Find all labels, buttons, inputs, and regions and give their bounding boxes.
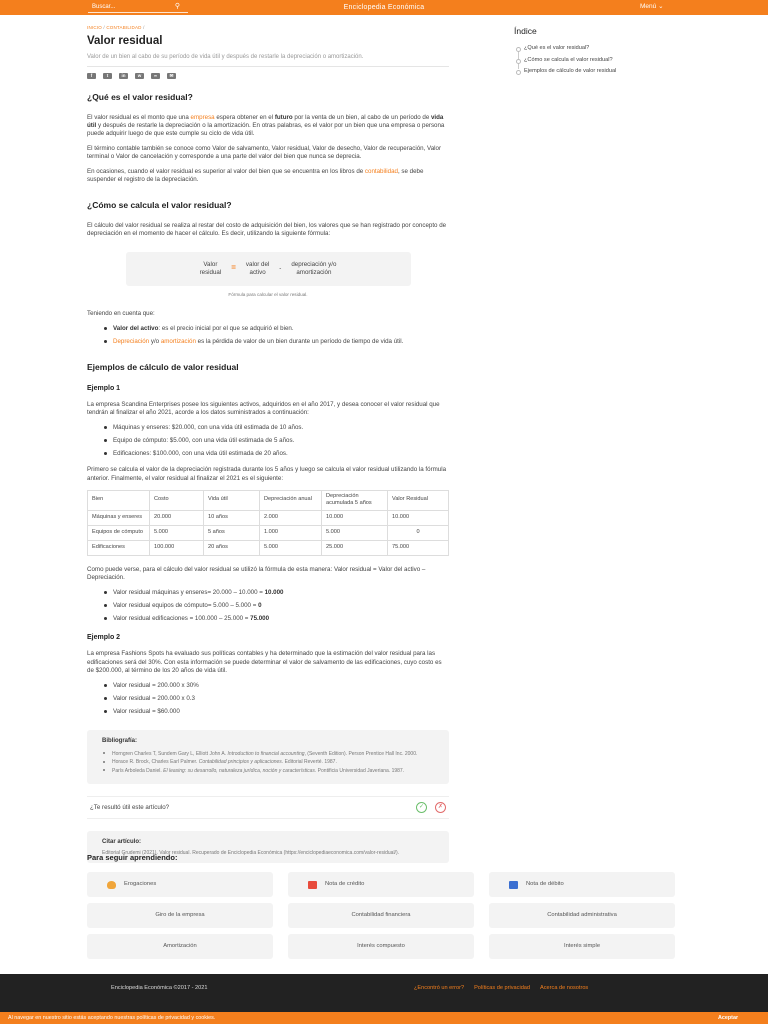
related-card-label: Contabilidad administrativa [547,911,617,918]
cookie-banner [0,1012,768,1024]
paragraph: El término contable también se conoce como Valor de salvamento, Valor residual, Valor de desecho, Valor de recuperación, Valor terminal o Valor de cancelación y corresponde a una parte del valor del bien que nunca se deprecia. [87,145,442,161]
list-item: Valor residual edificaciones = 100.000 – 25.000 = 75.000 [113,615,449,623]
table-of-contents [514,26,684,78]
column-header: Vida útil [204,490,260,510]
search-input[interactable] [88,2,188,13]
cite-text: Editorial Grudemi (2021). Valor residual. Recuperado de Enciclopedia Económica (https://enciclopediaeconomica.com/valor-residual/). [102,849,399,856]
paragraph: La empresa Fashions Spots ha evaluado sus políticas contables y ha determinado que la estimación del valor residual para las edificaciones será del 30%. Con esta información se puede determinar el valor de salvamento de las edificaciones, cuyo costo es de $200.000, al término de los 20 años de vida útil. [87,650,442,674]
feedback-buttons [416,802,446,813]
table-cell: 2.000 [260,510,322,525]
table-cell: 5.000 [150,525,204,540]
related-card[interactable] [288,934,474,959]
table-cell: 1.000 [260,525,322,540]
site-brand[interactable]: Enciclopedia Económica [343,4,425,11]
formula-equals: = [231,263,236,273]
related-card[interactable] [489,903,675,928]
thumbs-down-icon[interactable]: ✗ [435,802,446,813]
money-bag-icon [107,881,116,889]
table-cell: 5 años [204,525,260,540]
formula-caption: Fórmula para calcular el valor residual. [228,291,308,297]
breadcrumb: INICIO / CONTABILIDAD / [87,25,145,30]
example-1-heading: Ejemplo 1 [87,384,121,392]
linkedin-icon[interactable]: in [119,73,128,79]
table-row [88,540,449,555]
card-icon [509,881,518,889]
cite-heading: Citar artículo: [102,839,142,846]
breadcrumb-home[interactable]: INICIO [87,25,102,30]
example-2-heading: Ejemplo 2 [87,634,121,641]
footer-links [414,985,588,993]
related-card-label: Amortización [163,942,197,949]
toc-item[interactable]: Ejemplos de cálculo de valor residual [514,66,684,78]
link-amortizacion[interactable]: amortización [160,338,196,346]
column-header: Costo [150,490,204,510]
chevron-down-icon: ⌄ [658,3,664,10]
thumbs-up-icon[interactable]: ✓ [416,802,427,813]
toc-heading: Índice [514,26,537,36]
top-bar [0,0,768,15]
formula-depreciation: depreciación y/o amortización [291,261,337,276]
list-item: Máquinas y enseres: $20.000, con una vida útil estimada de 10 años. [113,424,449,432]
feedback-bar [87,796,449,819]
table-cell: 10.000 [388,510,449,525]
list-item: Valor residual equipos de cómputo= 5.000 – 5.000 = 0 [113,602,449,610]
related-card[interactable] [87,903,273,928]
link-icon[interactable]: ∞ [151,73,160,79]
list-item: Valor residual = $60.000 [113,708,449,716]
column-header: Depreciación anual [260,490,322,510]
divider [87,66,449,67]
table-cell: 10.000 [322,510,388,525]
related-card[interactable] [288,872,474,897]
article [87,25,449,863]
table-cell: 25.000 [322,540,388,555]
table-cell: 0 [388,525,449,540]
related-card-label: Contabilidad financiera [351,911,411,918]
table-header-row [88,490,449,510]
formula-box [126,252,411,286]
footer-link-error[interactable]: ¿Encontró un error? [414,985,465,991]
cookie-text: Al navegar en nuestro sitio estás aceptando nuestras políticas de privacidad y cookies. [8,1015,216,1021]
related-card[interactable] [489,934,675,959]
paragraph: En ocasiones, cuando el valor residual es superior al valor del bien que se encuentra en los libros de contabilidad, se debe suspender el registro de la depreciación. [87,168,424,184]
search-placeholder: Buscar... [92,4,116,10]
related-card-label: Giro de la empresa [155,911,205,918]
paragraph: Primero se calcula el valor de la depreciación registrada durante los 5 años y luego se calcula el valor residual utilizando la fórmula anterior. Finalmente, el valor residual al finalizar el 2021 es el siguiente: [87,466,447,482]
page-title: Valor residual [87,35,163,48]
list-item: Depreciación y/o amortización es la pérdida de valor de un bien durante un período de tiempo de vida útil. [113,338,449,346]
menu-button[interactable] [640,3,664,12]
footer-copyright: Enciclopedia Económica ©2017 - 2021 [111,985,208,991]
toc-item[interactable]: ¿Cómo se calcula el valor residual? [514,55,684,67]
toc-item[interactable]: ¿Qué es el valor residual? [514,43,684,55]
section-heading-what: ¿Qué es el valor residual? [87,92,193,103]
table-row [88,525,449,540]
menu-label: Menú [640,3,657,10]
table-cell: Edificaciones [88,540,150,555]
list-item: Valor residual = 200.000 x 30% [113,682,449,690]
table-cell: Equipos de cómputo [88,525,150,540]
table-cell: 10 años [204,510,260,525]
residual-value-table [87,490,449,556]
list-item: Edificaciones: $100.000, con una vida útil estimada de 20 años. [113,450,449,458]
accept-button[interactable]: Aceptar [718,1015,739,1021]
bibliography-heading: Bibliografía: [102,737,138,744]
calculation-list [113,682,449,716]
table-cell: 75.000 [388,540,449,555]
asset-list [113,424,449,458]
list-item: Valor residual = 200.000 x 0.3 [113,695,449,703]
related-card-label: Interés compuesto [357,942,405,949]
list-item: Valor residual máquinas y enseres= 20.000 – 10.000 = 10.000 [113,589,449,597]
table-cell: 5.000 [322,525,388,540]
related-card-label: Nota de crédito [325,880,365,887]
column-header: Depreciación acumulada 5 años [322,490,388,510]
paragraph: El valor residual es el monto que una empresa espera obtener en el futuro por la venta de un bien, al cabo de un período de vida útil y después de restarle la depreciación o la amortización. En otras palabras, es el valor por un bien que una empresa o persona puede adquirir luego de que este cumple su ciclo de vida útil. [87,113,445,137]
table-cell: 100.000 [150,540,204,555]
column-header: Bien [88,490,150,510]
related-card[interactable] [87,934,273,959]
formula-lhs: Valor residual [199,261,222,276]
twitter-icon[interactable]: t [103,73,112,79]
paragraph: El cálculo del valor residual se realiza al restar del costo de adquisición del bien, los valores que se han registrado por concepto de depreciación en el momento de hacer el cálculo. Es decir, utilizando la siguiente fórmula: [87,221,447,237]
related-card-label: Interés simple [563,942,601,949]
list-item: Equipo de cómputo: $5.000, con una vida útil estimada de 5 años. [113,437,449,445]
related-card[interactable] [288,903,474,928]
column-header: Valor Residual [388,490,449,510]
share-bar [87,73,449,79]
list-item: Horngren Charles T, Sundem Gary L, Elliott John A. Introduction to financial accounting, (Seventh Edition). Person Prentice Hall Inc. 2000. [112,751,437,758]
table-row [88,510,449,525]
paragraph: Teniendo en cuenta que: [87,310,155,318]
card-icon [308,881,317,889]
link-contabilidad[interactable]: contabilidad [364,168,398,176]
table-cell: 20 años [204,540,260,555]
search-icon[interactable]: ⚲ [174,3,180,10]
link-depreciacion[interactable]: Depreciación [113,338,150,346]
feedback-question: ¿Te resultó útil este artículo? [90,803,170,811]
paragraph: La empresa Scandina Enterprises posee los siguientes activos, adquiridos en el año 2017, y desea conocer el valor residual que tendrán al finalizar el año 2021, acorde a los datos suministrados a continuación: [87,401,440,417]
list-item: Horace R. Brock, Charles Earl Palmer. Contabilidad principios y aplicaciones. Editorial Reverté. 1987. [112,759,437,766]
section-heading-examples: Ejemplos de cálculo de valor residual [87,362,239,373]
related-heading: Para seguir aprendiendo: [87,853,178,862]
definition-list [113,325,449,346]
related-links [87,872,675,959]
link-empresa[interactable]: empresa [190,113,215,121]
facebook-icon[interactable]: f [87,73,96,79]
footer-link-about[interactable]: Acerca de nosotros [540,985,589,991]
related-card-label: Nota de débito [526,880,564,887]
breadcrumb-section[interactable]: CONTABILIDAD [106,25,142,30]
bibliography-box [87,730,449,785]
paragraph: Como puede verse, para el cálculo del valor residual se utilizó la fórmula de esta manera: Valor residual = Valor del activo – Depreciación. [87,565,426,581]
bibliography-list [112,751,437,775]
list-item: Valor del activo: es el precio inicial por el que se adquirió el bien. [113,325,449,333]
footer-link-privacy[interactable]: Políticas de privacidad [474,985,531,991]
table-cell: 5.000 [260,540,322,555]
formula-asset-value: valor del activo [245,261,270,276]
formula-minus: - [279,264,282,272]
related-card[interactable] [87,872,273,897]
footer [0,974,768,1012]
section-heading-how: ¿Cómo se calcula el valor residual? [87,200,232,211]
email-icon[interactable]: ✉ [167,73,176,79]
table-cell: 20.000 [150,510,204,525]
list-item: París Arboleda Daniel. El leasing: su desarrollo, naturaleza jurídica, noción y características. Pontificia Universidad Javeriana. 1987. [112,768,437,775]
table-cell: Máquinas y enseres [88,510,150,525]
whatsapp-icon[interactable]: w [135,73,144,79]
related-card-label: Erogaciones [124,880,157,887]
related-card[interactable] [489,872,675,897]
page-subtitle: Valor de un bien al cabo de su período de vida útil y después de restarle la depreciación o amortización. [87,53,364,60]
calculation-list [113,589,449,623]
